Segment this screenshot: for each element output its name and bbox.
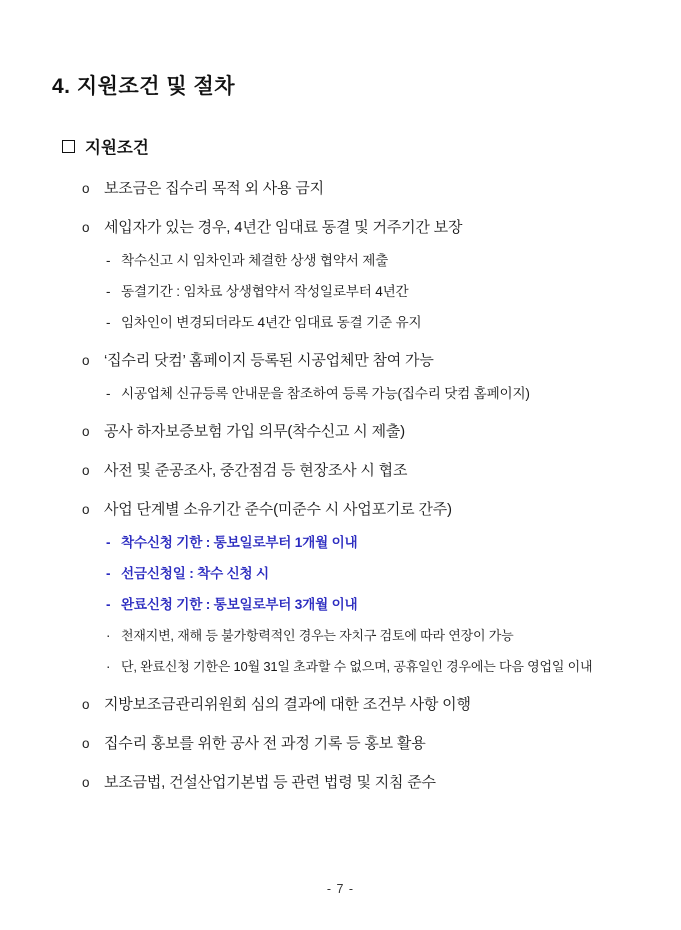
sub-list-item-label: 착수신청 기한 : 통보일로부터 1개월 이내 xyxy=(121,535,358,550)
list-item-label: 집수리 홍보를 위한 공사 전 과정 기록 등 홍보 활용 xyxy=(104,735,426,752)
circle-bullet-icon: o xyxy=(82,424,90,439)
list-item-label: 사업 단계별 소유기간 준수(미준수 시 사업포기로 간주) xyxy=(104,501,452,518)
list-item-label: 공사 하자보증보험 가입 의무(착수신고 시 제출) xyxy=(104,423,405,440)
sub-list xyxy=(82,250,633,333)
section-heading xyxy=(62,134,633,158)
list-item-label: 세입자가 있는 경우, 4년간 임대료 동결 및 거주기간 보장 xyxy=(104,219,463,236)
dash-bullet-icon: - xyxy=(106,386,111,401)
sub-list-item-label: 천재지변, 재해 등 불가항력적인 경우는 자치구 검토에 따라 연장이 가능 xyxy=(121,628,514,643)
list-item xyxy=(82,178,633,200)
page-number: - 7 - xyxy=(326,882,355,896)
condition-list xyxy=(48,178,633,794)
sub-list-item-label: 선금신청일 : 착수 신청 시 xyxy=(121,566,269,581)
circle-bullet-icon: o xyxy=(82,220,90,235)
sub-list-item-label: 임차인이 변경되더라도 4년간 임대료 동결 기준 유지 xyxy=(121,315,422,330)
sub-list-item-label: 시공업체 신규등록 안내문을 참조하여 등록 가능(집수리 닷컴 홈페이지) xyxy=(121,386,530,401)
circle-bullet-icon: o xyxy=(82,697,90,712)
list-item xyxy=(82,460,633,482)
sub-list-item xyxy=(106,312,633,333)
sub-list-item xyxy=(106,281,633,302)
list-item xyxy=(82,694,633,716)
sub-list-item xyxy=(106,656,633,677)
sub-list-item xyxy=(106,250,633,271)
sub-list-item xyxy=(106,532,633,553)
dash-bullet-icon: - xyxy=(106,597,111,612)
dash-bullet-icon: - xyxy=(106,253,111,268)
sub-list-item-label: 동결기간 : 임차료 상생협약서 작성일로부터 4년간 xyxy=(121,284,409,299)
circle-bullet-icon: o xyxy=(82,502,90,517)
square-bullet-icon xyxy=(62,140,75,153)
circle-bullet-icon: o xyxy=(82,736,90,751)
sub-list-item xyxy=(106,563,633,584)
sub-list-item xyxy=(106,594,633,615)
sub-list-item xyxy=(106,383,633,404)
list-item xyxy=(82,217,633,333)
list-item-label: 지방보조금관리위원회 심의 결과에 대한 조건부 사항 이행 xyxy=(104,696,471,713)
circle-bullet-icon: o xyxy=(82,775,90,790)
list-item xyxy=(82,350,633,404)
list-item-label: 보조금법, 건설산업기본법 등 관련 법령 및 지침 준수 xyxy=(104,774,436,791)
list-item-label: 보조금은 집수리 목적 외 사용 금지 xyxy=(104,180,324,197)
sub-list-item-label: 단, 완료신청 기한은 10월 31일 초과할 수 없으며, 공휴일인 경우에는 다음 영업일 이내 xyxy=(121,659,593,674)
sub-list xyxy=(82,383,633,404)
sub-list xyxy=(82,532,633,677)
list-item-label: 사전 및 준공조사, 중간점검 등 현장조사 시 협조 xyxy=(104,462,408,479)
list-item xyxy=(82,499,633,677)
sub-list-item-label: 착수신고 시 임차인과 체결한 상생 협약서 제출 xyxy=(121,253,389,268)
section-heading-label: 지원조건 xyxy=(85,139,149,157)
sub-list-item-label: 완료신청 기한 : 통보일로부터 3개월 이내 xyxy=(121,597,358,612)
circle-bullet-icon: o xyxy=(82,463,90,478)
circle-bullet-icon: o xyxy=(82,181,90,196)
dot-bullet-icon: · xyxy=(106,659,111,674)
dash-bullet-icon: - xyxy=(106,566,111,581)
list-item xyxy=(82,421,633,443)
page-title: 4. 지원조건 및 절차 xyxy=(52,75,236,98)
list-item xyxy=(82,772,633,794)
list-item-label: ‘집수리 닷컴’ 홈페이지 등록된 시공업체만 참여 가능 xyxy=(104,352,434,369)
dot-bullet-icon: · xyxy=(106,628,111,643)
list-item xyxy=(82,733,633,755)
circle-bullet-icon: o xyxy=(82,353,90,368)
dash-bullet-icon: - xyxy=(106,535,111,550)
dash-bullet-icon: - xyxy=(106,315,111,330)
sub-list-item xyxy=(106,625,633,646)
dash-bullet-icon: - xyxy=(106,284,111,299)
